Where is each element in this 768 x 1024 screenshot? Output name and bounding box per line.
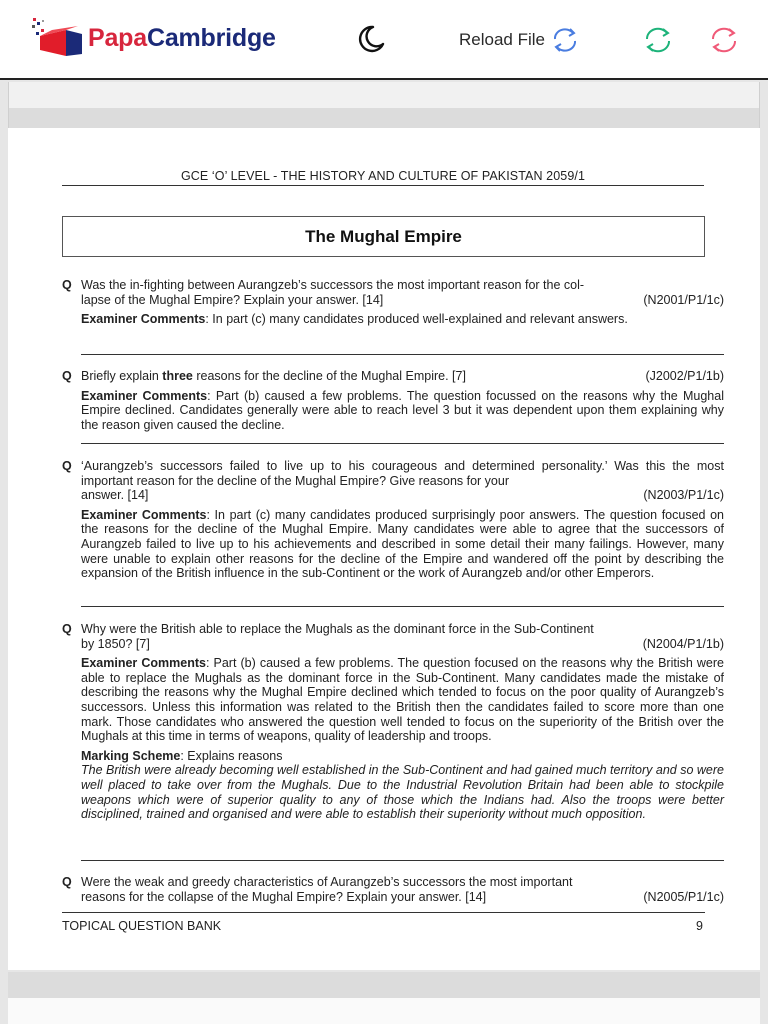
question-5 [62, 875, 724, 904]
question-2 [62, 369, 724, 432]
question-marker: Q [62, 622, 72, 636]
brand-second: Cambridge [146, 23, 276, 52]
question-divider [81, 860, 724, 861]
examiner-comments-label: Examiner Comments [81, 507, 207, 522]
running-head: GCE ‘O’ LEVEL - THE HISTORY AND CULTURE OF PAKISTAN 2059/1 [180, 169, 586, 183]
question-text: Were the weak and greedy characteristics of Aurangzeb’s successors the most important [81, 875, 573, 889]
document-page [8, 128, 760, 970]
reload-file-label: Reload File [459, 30, 545, 49]
question-text-end: answer. [14] [81, 488, 149, 503]
sync-green-icon[interactable] [642, 25, 674, 55]
next-page-edge [8, 998, 760, 1024]
examiner-comments [81, 508, 724, 581]
question-marker: Q [62, 278, 72, 292]
examiner-comments-label: Examiner Comments [81, 312, 206, 327]
footer-rule [62, 912, 705, 913]
question-text-end: reasons for the decline of the Mughal Empire. [7] [192, 369, 466, 383]
marking-scheme-value: : Explains reasons [180, 748, 283, 763]
question-marker: Q [62, 369, 72, 383]
page-title: The Mughal Empire [305, 226, 462, 246]
question-divider [81, 606, 724, 607]
top-bar [0, 0, 768, 80]
logo-mark-icon [30, 16, 86, 58]
brand-first: Papa [88, 23, 147, 52]
question-text [81, 369, 466, 384]
footer-label: TOPICAL QUESTION BANK [62, 919, 222, 933]
question-reference: (J2002/P1/1b) [645, 369, 724, 383]
brand-name [88, 24, 276, 53]
examiner-comments-text: : In part (c) many candidates produced surprisingly poor answers. The question focused on the reasons for the decline of the Mughal Empire. Many candidates were able to agree that the successors of Aurangzeb failed to live up to his achievements and described in some detail their many failings. However, many were unable to explain other reasons for the decline of the Empire and wandered off the point by describing the expansion of the British influence in the sub-Continent or the work of Aurangzeb and/or other Emperors. [81, 507, 724, 581]
question-text-end: lapse of the Mughal Empire? Explain your answer. [14] [81, 292, 384, 307]
examiner-comments [81, 312, 724, 327]
question-reference: (N2003/P1/1c) [643, 488, 724, 503]
question-reference: (N2004/P1/1b) [642, 636, 724, 651]
examiner-comments-text: : Part (b) caused a few problems. The question focussed on the reasons why the Mughal Empire declined. Candidates generally were able to reach level 3 but it was dependent upon them explaining why the reason given caused the decline. [81, 388, 724, 432]
examiner-comments [81, 389, 724, 433]
papacambridge-logo[interactable] [30, 16, 276, 58]
question-marker: Q [62, 875, 72, 889]
sync-pink-icon[interactable] [708, 25, 740, 55]
marking-scheme [81, 749, 724, 822]
examiner-comments-label: Examiner Comments [81, 656, 206, 671]
question-3 [62, 459, 724, 581]
question-text: Was the in-fighting between Aurangzeb’s successors the most important reason for the col- [81, 278, 585, 292]
question-text-end: by 1850? [7] [81, 636, 150, 651]
question-4 [62, 622, 724, 822]
question-text: Why were the British able to replace the Mughals as the dominant force in the Sub-Continent [81, 622, 594, 636]
examiner-comments-label: Examiner Comments [81, 388, 208, 403]
reload-icon [549, 26, 581, 54]
question-divider [81, 354, 724, 355]
previous-page-edge [8, 82, 760, 128]
question-marker: Q [62, 459, 72, 473]
question-1 [62, 278, 724, 327]
marking-scheme-text: The British were already becoming well established in the Sub-Continent and had gained much territory and so were well placed to take over from the Mughals. Due to the Industrial Revolution Britain had been able to stockpile weapons which were of superior quality to any of those which the Indians had. Also the troops were better disciplined, trained and organised and were able to establish their superiority without much opposition. [81, 763, 724, 822]
question-text-end: reasons for the collapse of the Mughal Empire? Explain your answer. [14] [81, 889, 487, 904]
marking-scheme-label: Marking Scheme [81, 748, 181, 763]
examiner-comments-text: : Part (b) caused a few problems. The question focused on the reasons why the British were able to replace the Mughals as the dominant force in the Sub-Continent. Many candidates made the mistake of describing the reasons why the Mughal Empire declined which tended to focus on the poor quality of Aurangzeb’s successors. Unless this information was related to the British then the candidates failed to score more than one mark. Those candidates who answered the question well tended to focus on the superiority of the British over the Mughals at this time in terms of weapons, quality of leadership and troops. [81, 656, 724, 744]
running-head-rule [62, 185, 704, 186]
question-divider [81, 443, 724, 444]
question-text-start: Briefly explain [81, 369, 163, 383]
title-box [62, 216, 705, 257]
examiner-comments [81, 656, 724, 744]
page-number: 9 [696, 919, 703, 933]
question-text: ‘Aurangzeb’s successors failed to live up to his courageous and determined personality.’ Was this the most important reason for the decline of the Mughal Empire? Give reasons for your [81, 459, 724, 488]
question-reference: (N2001/P1/1c) [643, 292, 724, 307]
examiner-comments-text: : In part (c) many candidates produced well-explained and relevant answers. [205, 312, 628, 327]
moon-icon[interactable] [354, 22, 388, 56]
question-emphasis: three [162, 369, 193, 383]
question-reference: (N2005/P1/1c) [643, 889, 724, 904]
reload-file-button[interactable] [459, 26, 581, 54]
